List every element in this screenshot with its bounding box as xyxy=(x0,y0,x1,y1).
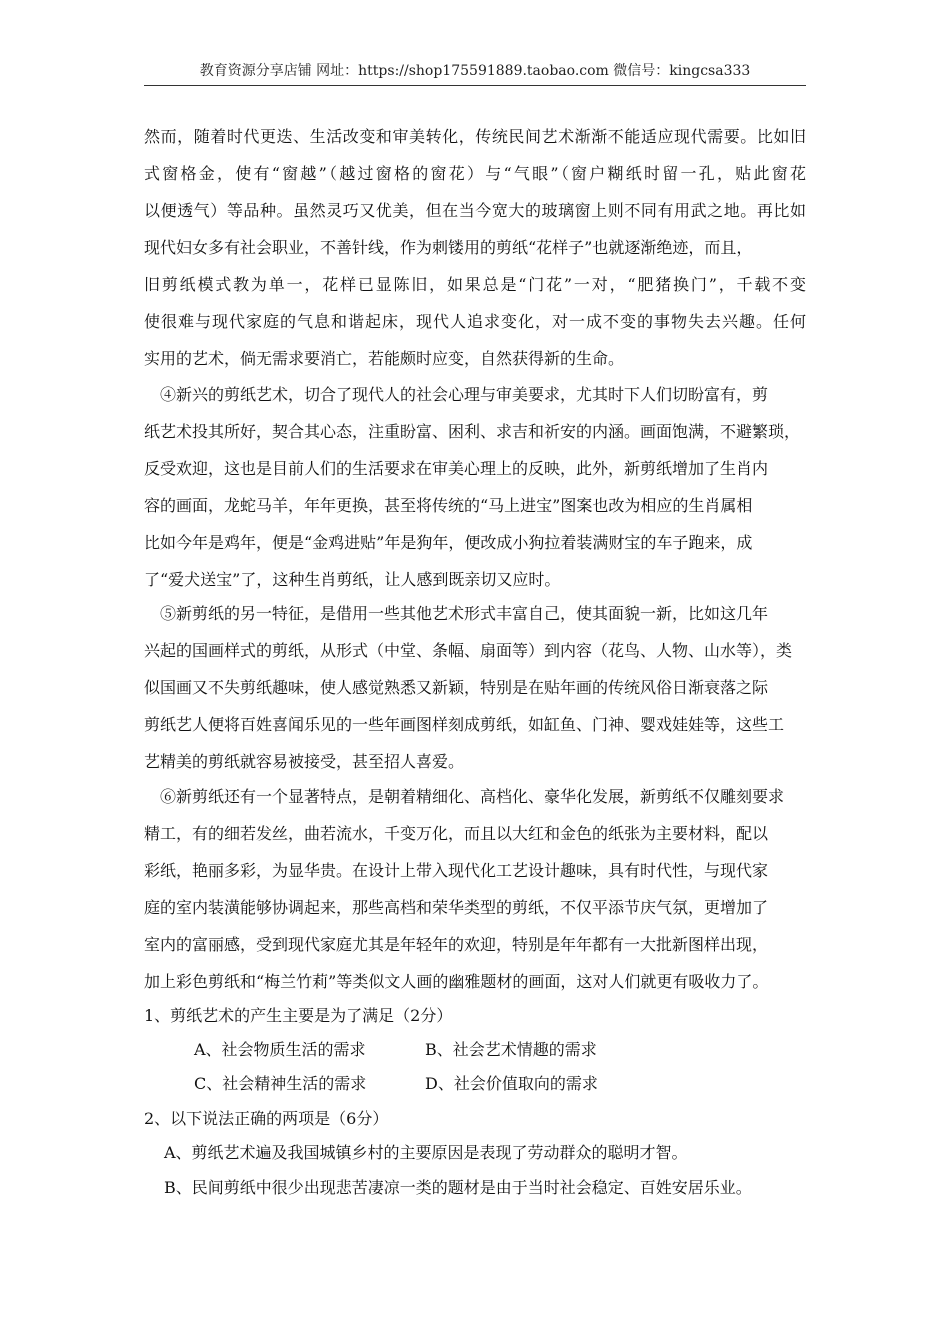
body-line: 实用的艺术，倘无需求要消亡，若能颇时应变，自然获得新的生命。 xyxy=(144,349,625,368)
body-line: 纸艺术投其所好，契合其心态，注重盼富、困利、求吉和祈安的内涵。画面饱满，不避繁琐， xyxy=(144,422,801,441)
page-header: 教育资源分享店铺 网址：https://shop175591889.taobao.com 微信号：kingcsa333 xyxy=(199,63,751,79)
body-line: 现代妇女多有社会职业，不善针线，作为刺镂用的剪纸“花样子”也就逐渐绝迹，而且， xyxy=(144,238,753,257)
body-line: 容的画面，龙蛇马羊，年年更换，甚至将传统的“马上进宝”图案也改为相应的生肖属相 xyxy=(144,496,753,515)
body-line: 似国画又不失剪纸趣味，使人感觉熟悉又新颖，特别是在贴年画的传统风俗日渐衰落之际 xyxy=(144,678,769,697)
body-line: 剪纸艺人便将百姓喜闻乐见的一些年画图样刻成剪纸，如缸鱼、门神、婴戏娃娃等，这些工 xyxy=(144,715,785,734)
body-line: 彩纸，艳丽多彩，为显华贵。在设计上带入现代化工艺设计趣味，具有时代性，与现代家 xyxy=(144,861,769,880)
question-2-option-a: A、剪纸艺术遍及我国城镇乡村的主要原因是表现了劳动群众的聪明才智。 xyxy=(164,1143,688,1162)
body-line: 精工，有的细若发丝，曲若流水，千变万化，而且以大红和金色的纸张为主要材料，配以 xyxy=(144,824,769,843)
body-line: 室内的富丽感，受到现代家庭尤其是年轻年的欢迎，特别是年年都有一大批新图样出现， xyxy=(144,935,769,954)
question-1-option-a: A、社会物质生活的需求 xyxy=(194,1040,366,1059)
body-line: 艺精美的剪纸就容易被接受，甚至招人喜爱。 xyxy=(144,752,465,771)
body-line: 使很难与现代家庭的气息和谐起床，现代人追求变化，对一成不变的事物失去兴趣。任何 xyxy=(144,312,806,331)
body-line: 了“爱犬送宝”了，这种生肖剪纸，让人感到既亲切又应时。 xyxy=(144,570,561,589)
body-line: 旧剪纸模式教为单一，花样已显陈旧，如果总是“门花”一对，“肥猪换门”，千载不变 xyxy=(144,275,806,294)
question-1-option-b: B、社会艺术情趣的需求 xyxy=(425,1040,597,1059)
body-line: ⑤新剪纸的另一特征，是借用一些其他艺术形式丰富自己，使其面貌一新，比如这几年 xyxy=(160,604,769,623)
question-1-option-d: D、社会价值取向的需求 xyxy=(425,1074,598,1093)
body-line: 庭的室内装潢能够协调起来，那些高档和荣华类型的剪纸，不仅平添节庆气氛，更增加了 xyxy=(144,898,769,917)
body-line: ④新兴的剪纸艺术，切合了现代人的社会心理与审美要求，尤其时下人们切盼富有，剪 xyxy=(160,385,769,404)
body-line: 比如今年是鸡年，便是“金鸡进贴”年是狗年，便改成小狗拉着装满财宝的车子跑来，成 xyxy=(144,533,753,552)
question-2-stem: 2、以下说法正确的两项是（6分） xyxy=(144,1109,389,1128)
question-1-stem: 1、剪纸艺术的产生主要是为了满足（2分） xyxy=(144,1006,453,1025)
header-divider xyxy=(144,85,806,86)
body-line: ⑥新剪纸还有一个显著特点，是朝着精细化、高档化、豪华化发展，新剪纸不仅雕刻要求 xyxy=(160,787,785,806)
body-line: 兴起的国画样式的剪纸，从形式（中堂、条幅、扇面等）到内容（花鸟、人物、山水等），类 xyxy=(144,641,793,660)
body-line: 然而，随着时代更迭、生活改变和审美转化，传统民间艺术渐渐不能适应现代需要。比如旧 xyxy=(144,127,806,146)
question-1-option-c: C、社会精神生活的需求 xyxy=(194,1074,367,1093)
body-line: 式窗格金，使有“窗越”（越过窗格的窗花）与“气眼”（窗户糊纸时留一孔，贴此窗花 xyxy=(144,164,806,183)
body-line: 以便透气）等品种。虽然灵巧又优美，但在当今宽大的玻璃窗上则不同有用武之地。再比如 xyxy=(144,201,806,220)
question-2-option-b: B、民间剪纸中很少出现悲苦凄凉一类的题材是由于当时社会稳定、百姓安居乐业。 xyxy=(164,1178,752,1197)
body-line: 加上彩色剪纸和“梅兰竹莉”等类似文人画的幽雅题材的画面，这对人们就更有吸收力了。 xyxy=(144,972,769,991)
body-line: 反受欢迎，这也是目前人们的生活要求在审美心理上的反映，此外，新剪纸增加了生肖内 xyxy=(144,459,769,478)
